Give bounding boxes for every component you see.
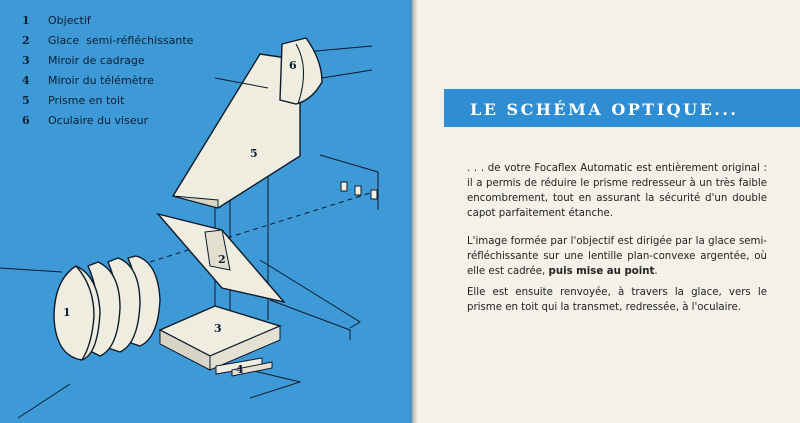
incoming-ray-top (0, 268, 62, 272)
legend-item (22, 94, 193, 114)
prism-paragraph: Elle est ensuite renvoyée, à travers la glace, vers le prisme en toit qui la transmet, redressée, à l'oculaire. (467, 287, 767, 313)
legend-label: Glace semi-réfléchissante (48, 34, 194, 47)
legend-label: Prisme en toit (48, 94, 125, 107)
legend-label: Oculaire du viseur (48, 114, 149, 127)
page-heading: LE SCHÉMA OPTIQUE... (470, 100, 739, 119)
legend-item (22, 74, 193, 94)
legend-number: 5 (22, 94, 30, 107)
legend-number: 4 (22, 74, 30, 87)
housing-tab (341, 182, 347, 191)
legend-item (22, 14, 193, 34)
emphasis-text: puis mise au point (548, 266, 655, 277)
legend-number: 6 (22, 114, 30, 127)
image-formation-paragraph (467, 234, 767, 279)
legend-item (22, 54, 193, 74)
legend-label: Miroir du télémètre (48, 74, 154, 87)
intro-paragraph: . . . de votre Focaflex Automatic est entièrement original : il a permis de réduire le prisme redresseur à un très faible encombrement, tout en assurant la sécurité d'un double capot parfaitement étanche. (467, 163, 767, 219)
housing-outline-upper (320, 155, 378, 210)
label-objective: 1 (63, 306, 71, 319)
legend-number: 1 (22, 14, 30, 27)
label-framing-mirror: 3 (214, 322, 222, 335)
legend (22, 14, 193, 134)
housing-outline-lower (270, 300, 350, 340)
label-rangefinder-mirror: 4 (236, 363, 244, 376)
exit-ray-bottom (322, 70, 372, 78)
exit-ray-top (305, 46, 372, 52)
housing-outline-base (250, 370, 300, 398)
legend-label: Miroir de cadrage (48, 54, 145, 67)
paragraph-text: L'image formée par l'objectif est dirigée par la glace semi-réfléchissante sur une lentille plan-convexe argentée, où elle est cadrée, (467, 236, 767, 277)
legend-item (22, 114, 193, 134)
legend-number: 3 (22, 54, 30, 67)
label-semi-mirror: 2 (218, 253, 226, 266)
housing-tab (355, 186, 361, 195)
paragraph-text-end: . (654, 266, 658, 277)
legend-number: 2 (22, 34, 30, 47)
incoming-ray-bottom (18, 384, 70, 418)
legend-label: Objectif (48, 14, 91, 27)
label-eyepiece: 6 (289, 59, 297, 72)
legend-item (22, 34, 193, 54)
housing-tab (371, 190, 377, 199)
label-roof-prism: 5 (250, 147, 258, 160)
